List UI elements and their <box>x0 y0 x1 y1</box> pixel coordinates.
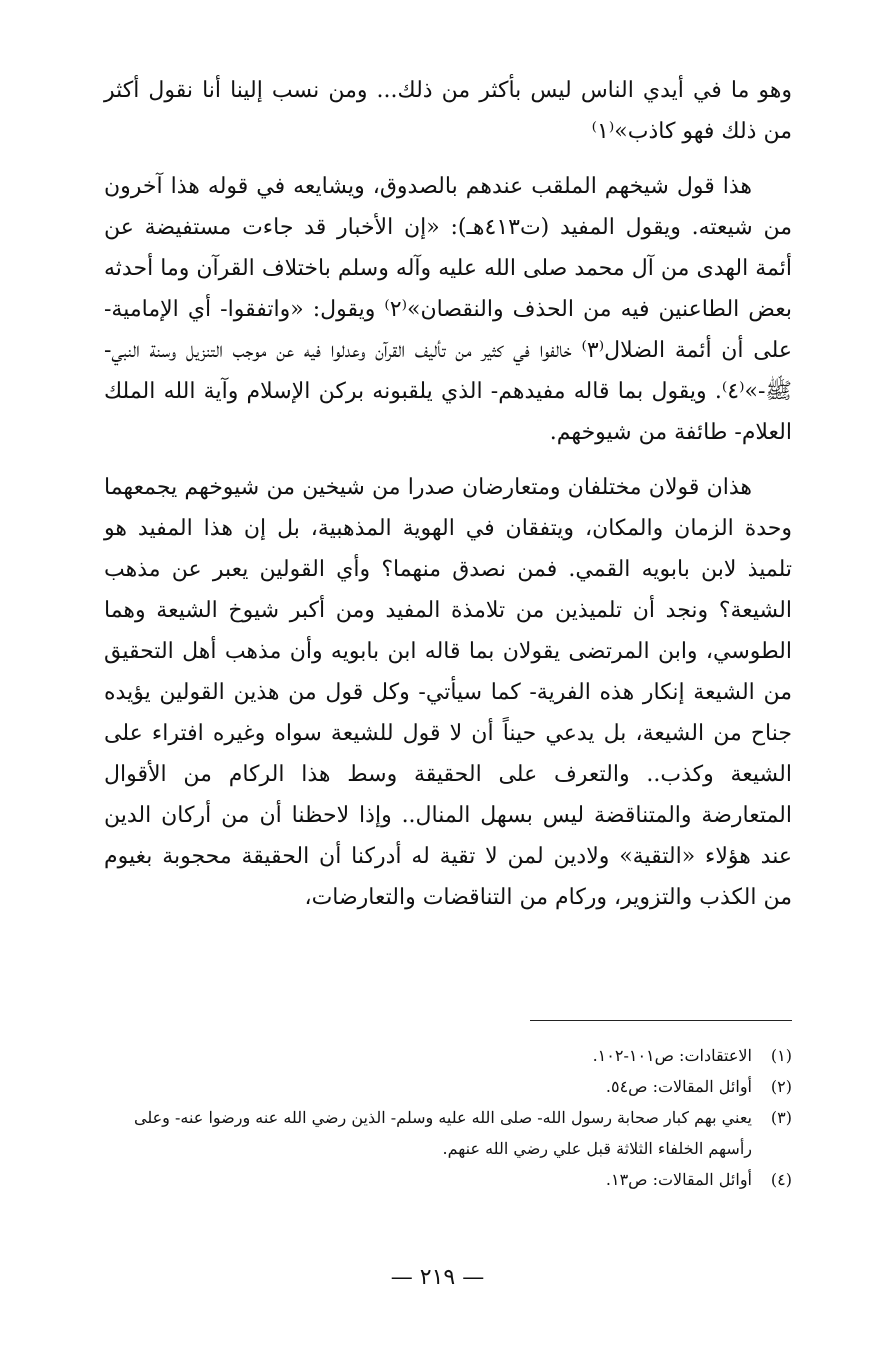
footnote-4 <box>104 1164 792 1195</box>
footnote-text: الاعتقادات: ص١٠١-١٠٢. <box>592 1046 752 1065</box>
footnote-text: أوائل المقالات: ص١٣. <box>605 1170 752 1189</box>
footnote-number: (٢) <box>770 1077 792 1096</box>
paragraph-1: وهو ما في أيدي الناس ليس بأكثر من ذلك... ومن نسب إلينا أنا نقول أكثر من ذلك فهو كاذب»⁽١⁾ <box>104 78 792 144</box>
footnote-1 <box>104 1040 792 1071</box>
footnotes <box>104 1040 792 1195</box>
paragraph-3: هذان قولان مختلفان ومتعارضان صدرا من شيخين من شيوخهم يجمعهما وحدة الزمان والمكان، ويتفقان في الهوية المذهبية، بل إن هذا المفيد هو تلميذ لابن بابويه القمي. فمن نصدق منهما؟ وأي القولين يعبر عن مذهب الشيعة؟ ونجد أن تلميذين من تلامذة المفيد ومن أكبر شيوخ الشيعة وهما الطوسي، وابن المرتضى يقولان بما قاله ابن بابويه وأن مذهب أهل التحقيق من الشيعة إنكار هذه الفرية- كما سيأتي- وكل قول من هذين القولين يؤيده جناح من الشيعة، بل يدعي حيناً أن لا قول للشيعة سواه وغيره افتراء على الشيعة وكذب.. والتعرف على الحقيقة وسط هذا الركام من الأقوال المتعارضة والمتناقضة ليس بسهل المنال.. وإذا لاحظنا أن من أركان الدين عند هؤلاء «التقية» ولادين لمن لا تقية له أدركنا أن الحقيقة محجوبة بغيوم من الكذب والتزوير، وركام من التناقضات والتعارضات، <box>104 475 792 910</box>
footnote-text: أوائل المقالات: ص٥٤. <box>605 1077 752 1096</box>
paragraph-2: هذا قول شيخهم الملقب عندهم بالصدوق، ويشايعه في قوله هذا آخرون من شيعته. ويقول المفيد (ت٤١٣هـ): «إن الأخبار قد جاءت مستفيضة عن أئمة الهدى من آل محمد صلى الله عليه وآله وسلم باختلاف القرآن وما أحدثه بعض الطاعنين فيه من الحذف والنقصان»⁽٢⁾ ويقول: «واتفقوا- أي الإمامية- على أن أئمة الضلال⁽٣⁾ خالفوا في كثير من تأليف القرآن وعدلوا فيه عن موجب التنزيل وسنة النبي- ﷺ-»⁽٤⁾. ويقول بما قاله مفيدهم- الذي يلقبونه بركن الإسلام وآية الله الملك العلام- طائفة من شيوخهم. <box>104 174 792 445</box>
footnote-number: (١) <box>770 1046 792 1065</box>
footnote-3 <box>104 1102 792 1164</box>
footnote-text: يعني بهم كبار صحابة رسول الله- صلى الله عليه وسلم- الذين رضي الله عنه ورضوا عنه- وعلى رأسهم الخلفاء الثلاثة قبل علي رضي الله عنهم. <box>134 1108 752 1158</box>
page-number: — ٢١٩ — <box>390 1265 485 1290</box>
footnote-divider <box>530 1020 792 1021</box>
footnote-number: (٤) <box>770 1170 792 1189</box>
footnote-2 <box>104 1071 792 1102</box>
footnote-number: (٣) <box>770 1108 792 1127</box>
main-text <box>104 70 792 932</box>
